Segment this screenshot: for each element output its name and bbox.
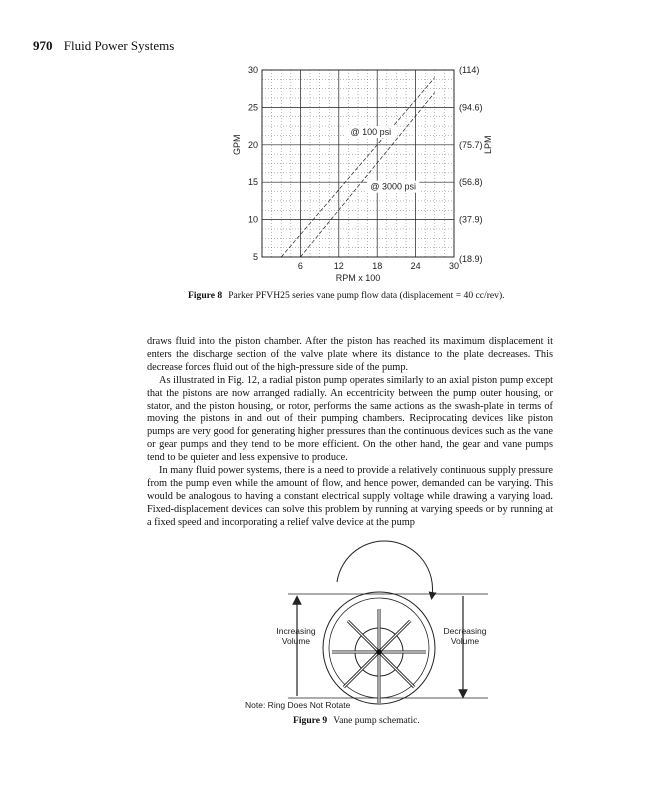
increasing-label-2: Volume — [281, 636, 311, 646]
x-tick-label: 18 — [372, 261, 383, 271]
page-number: 970 — [33, 38, 53, 53]
figure-9-text: Vane pump schematic. — [333, 715, 420, 726]
running-title: Fluid Power Systems — [63, 38, 175, 53]
x-tick-label: 24 — [410, 261, 421, 271]
shaft — [376, 649, 382, 655]
body-text — [147, 336, 553, 530]
series-annotation: @ 3000 psi — [370, 181, 417, 192]
series-annotation: @ 100 psi — [350, 127, 392, 138]
y-tick-label: 15 — [247, 177, 258, 188]
rotation-arrow-icon — [337, 541, 433, 596]
figure-8-text: Parker PFVH25 series vane pump flow data (displacement = 40 cc/rev). — [228, 290, 505, 301]
y-tick-label: 20 — [247, 139, 258, 150]
increasing-label-1: Increasing — [276, 626, 316, 636]
vane — [381, 654, 414, 687]
vane — [381, 621, 410, 650]
y-right-tick-label: (56.8) — [459, 177, 483, 188]
vane-inner — [344, 654, 377, 687]
y-tick-label: 30 — [247, 65, 258, 75]
x-tick-label: 6 — [297, 261, 303, 271]
y-tick-label: 5 — [252, 252, 258, 262]
y-right-tick-label: (37.9) — [459, 214, 483, 225]
chart-series — [281, 77, 435, 257]
rotor — [355, 628, 403, 676]
figure-8-caption — [188, 290, 505, 301]
figure-9-label: Figure 9 — [293, 715, 328, 726]
y-right-tick-label: (75.7) — [459, 139, 483, 150]
flow-chart — [0, 0, 647, 300]
y-right-tick-label: (94.6) — [459, 102, 483, 113]
vanes — [332, 609, 426, 703]
series-line-1 — [281, 77, 435, 257]
chart-grid — [262, 70, 454, 257]
vane — [348, 621, 377, 650]
y-axis-label-left: GPM — [232, 134, 242, 156]
vane-inner — [348, 621, 377, 650]
figure-8-label: Figure 8 — [188, 290, 223, 301]
y-tick-label: 10 — [247, 214, 258, 225]
paragraph-1: draws fluid into the piston chamber. After the piston has reached its maximum displacement it enters the discharge section of the valve plate where its distance to the plate decreases. This decrease forces fluid out of the high-pressure side of the pump. — [147, 336, 553, 373]
stator-ring-inner — [329, 598, 429, 698]
stator-ring — [323, 592, 435, 704]
y-right-tick-label: (18.9) — [459, 254, 483, 264]
y-right-tick-label: (114) — [459, 65, 480, 75]
paragraph-3: In many fluid power systems, there is a need to provide a relatively continuous supply pressure from the pump even while the amount of flow, and hence power, demanded can be varying. This would be analogous to having a constant electrical supply voltage while drawing a varying load. Fixed-displacement devices can solve this problem by running at varying speeds or by running at a fixed speed and incorporating a relief valve device at the pump — [147, 465, 553, 528]
schematic-note: Note: Ring Does Not Rotate — [245, 700, 351, 710]
y-tick-label: 25 — [247, 102, 258, 113]
decreasing-label-2: Volume — [450, 636, 480, 646]
vane-inner — [381, 654, 414, 687]
figure-9-caption — [293, 715, 420, 726]
x-tick-label: 30 — [448, 261, 460, 271]
vane — [344, 654, 377, 687]
y-axis-label-right: LPM — [483, 135, 493, 155]
x-axis-label: RPM x 100 — [335, 273, 381, 283]
vane-inner — [381, 621, 410, 650]
x-tick-label: 12 — [333, 261, 344, 271]
paragraph-2: As illustrated in Fig. 12, a radial piston pump operates similarly to an axial piston pump except that the pistons are now arranged radially. An eccentricity between the pump outer housing, or stator, and the piston housing, or rotor, performs the same actions as the swash-plate in terms of moving the pistons in and out of their pumping chambers. Reciprocating devices like piston pumps are very good for generating higher pressures than the continuous devices such as the vane or gear pumps and they tend to be more efficient. On the other hand, the gear and vane pumps tend to be quieter and less expensive to produce. — [147, 374, 553, 464]
decreasing-label-1: Decreasing — [443, 626, 487, 636]
